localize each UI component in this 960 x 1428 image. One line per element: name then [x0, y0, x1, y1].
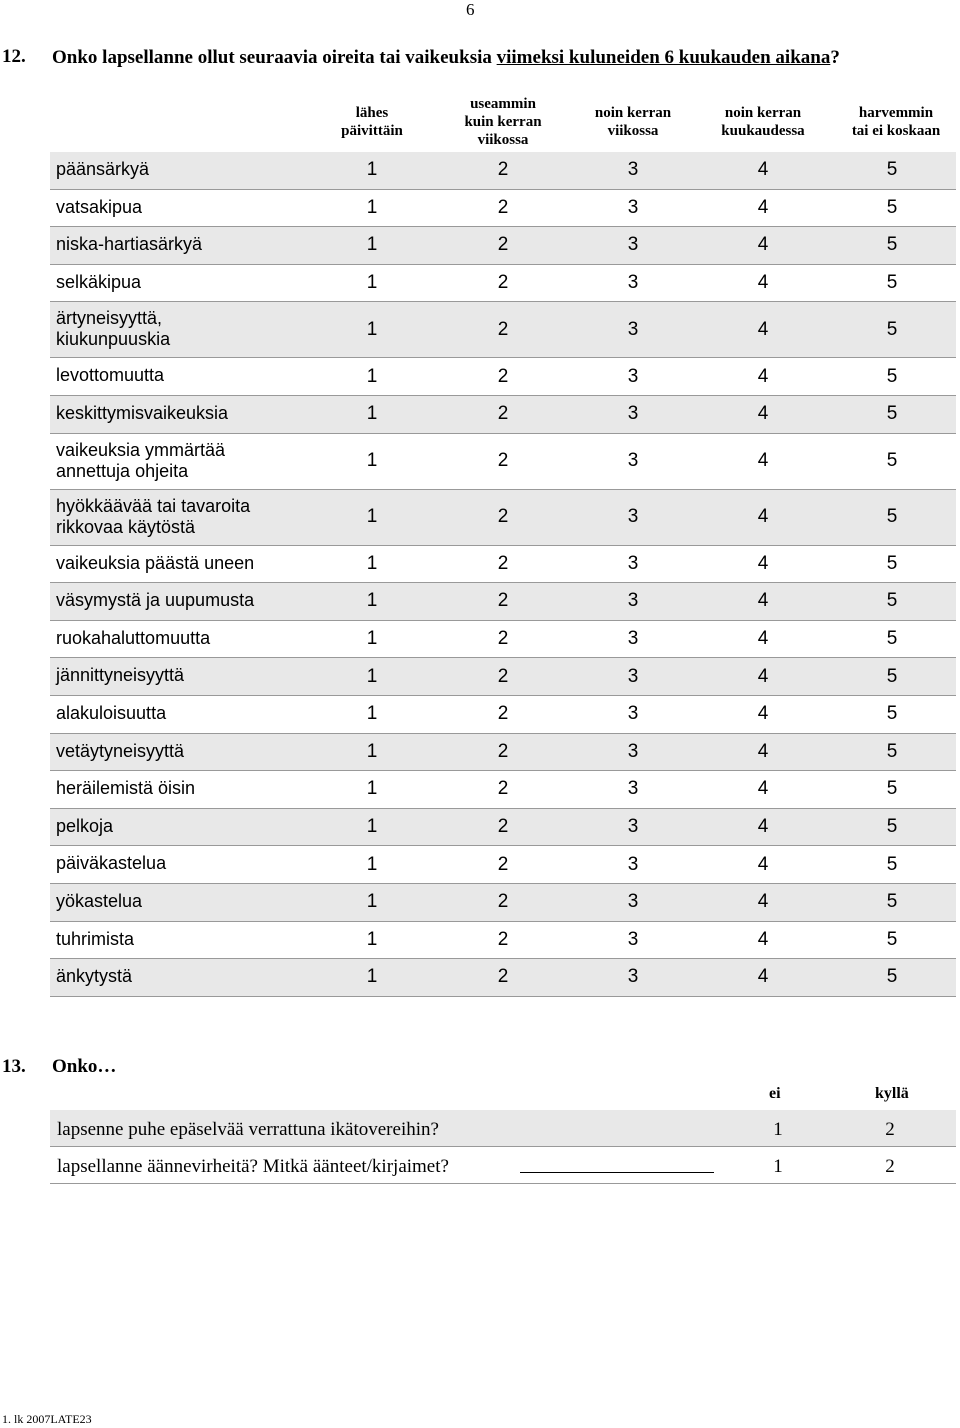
column-header-line: kuukaudessa	[721, 123, 805, 139]
symptom-row	[50, 152, 956, 190]
symptom-row	[50, 621, 956, 659]
column-header-ei: ei	[769, 1085, 781, 1102]
symptom-row	[50, 546, 956, 584]
question-13-title: Onko…	[52, 1056, 117, 1077]
symptom-label	[56, 853, 166, 874]
scale-option[interactable]: 5	[886, 703, 898, 725]
question-13-number: 13.	[2, 1056, 26, 1077]
scale-option[interactable]: 2	[497, 552, 509, 574]
scale-option[interactable]: 4	[757, 590, 769, 612]
scale-option[interactable]: 2	[497, 318, 509, 340]
scale-option[interactable]: 2	[497, 365, 509, 387]
column-header-line: kuin kerran	[464, 114, 542, 130]
question-13-table	[50, 1110, 956, 1184]
scale-option[interactable]: 5	[886, 365, 898, 387]
column-header	[563, 104, 703, 140]
scale-option[interactable]: 5	[886, 196, 898, 218]
question-text-main: Onko lapsellanne ollut seuraavia oireita tai vaikeuksia	[52, 47, 497, 68]
scale-option[interactable]: 1	[366, 966, 378, 988]
scale-option[interactable]: 3	[627, 703, 639, 725]
scale-option[interactable]: 1	[366, 318, 378, 340]
column-header	[693, 104, 833, 140]
scale-option[interactable]: 3	[627, 196, 639, 218]
symptom-label	[56, 496, 250, 538]
scale-option[interactable]: 5	[886, 506, 898, 528]
scale-option[interactable]: 1	[366, 552, 378, 574]
scale-option[interactable]: 4	[757, 928, 769, 950]
scale-option[interactable]: 2	[497, 665, 509, 687]
question-text	[52, 46, 912, 70]
scale-option[interactable]: 5	[886, 590, 898, 612]
symptom-row	[50, 922, 956, 960]
symptom-label-line: vaikeuksia päästä uneen	[56, 552, 255, 573]
answer-blank-line[interactable]	[520, 1172, 714, 1173]
symptom-label	[56, 365, 164, 386]
symptom-row	[50, 396, 956, 434]
symptom-row	[50, 771, 956, 809]
scale-option[interactable]: 3	[627, 891, 639, 913]
symptom-label	[56, 159, 149, 180]
scale-option[interactable]: 2	[497, 966, 509, 988]
scale-option[interactable]: 3	[627, 365, 639, 387]
symptom-label-line: pelkoja	[56, 815, 114, 836]
scale-option[interactable]: 3	[627, 816, 639, 838]
scale-option[interactable]: 5	[886, 628, 898, 650]
question-13-row	[50, 1110, 956, 1147]
scale-option[interactable]: 1	[366, 628, 378, 650]
scale-option[interactable]: 2	[497, 272, 509, 294]
scale-option[interactable]: 3	[627, 159, 639, 181]
symptom-label-line: yökastelua	[56, 890, 143, 911]
scale-option[interactable]: 4	[757, 318, 769, 340]
scale-option[interactable]: 5	[886, 318, 898, 340]
scale-option[interactable]: 4	[757, 450, 769, 472]
scale-option[interactable]: 3	[627, 778, 639, 800]
question-13-row	[50, 1147, 956, 1184]
symptom-label	[56, 929, 134, 950]
scale-option[interactable]: 3	[627, 403, 639, 425]
scale-option[interactable]: 5	[886, 928, 898, 950]
scale-option[interactable]: 4	[757, 966, 769, 988]
scale-option[interactable]: 5	[886, 272, 898, 294]
scale-option[interactable]: 4	[757, 403, 769, 425]
scale-option[interactable]: 2	[497, 628, 509, 650]
symptom-label-line: vaikeuksia ymmärtää	[56, 439, 226, 460]
column-header	[433, 95, 573, 149]
column-header-line: lähes	[355, 105, 389, 121]
scale-option[interactable]: 2	[497, 778, 509, 800]
scale-option[interactable]: 5	[886, 552, 898, 574]
symptom-label	[56, 403, 228, 424]
symptom-label-line: änkytystä	[56, 966, 133, 987]
scale-option[interactable]: 3	[627, 318, 639, 340]
answer-option[interactable]: 2	[885, 1156, 895, 1177]
symptom-label-line: alakuloisuutta	[56, 702, 167, 723]
symptom-row	[50, 358, 956, 396]
scale-option[interactable]: 5	[886, 450, 898, 472]
scale-option[interactable]: 2	[497, 740, 509, 762]
symptom-label-line: selkäkipua	[56, 271, 142, 292]
scale-option[interactable]: 3	[627, 853, 639, 875]
column-header-line: useammin	[470, 96, 536, 112]
scale-option[interactable]: 4	[757, 196, 769, 218]
symptom-label	[56, 778, 195, 799]
symptom-label-line: ärtyneisyyttä,	[56, 308, 163, 329]
symptom-row	[50, 227, 956, 265]
symptom-row	[50, 884, 956, 922]
symptom-label-line: päiväkastelua	[56, 853, 167, 874]
scale-option[interactable]: 1	[366, 403, 378, 425]
symptom-row	[50, 734, 956, 772]
symptom-row	[50, 959, 956, 997]
scale-option[interactable]: 4	[757, 365, 769, 387]
symptom-label	[56, 197, 142, 218]
scale-option[interactable]: 2	[497, 853, 509, 875]
scale-option[interactable]: 5	[886, 966, 898, 988]
scale-option[interactable]: 1	[366, 506, 378, 528]
symptom-label	[56, 553, 254, 574]
question-13-label: lapsenne puhe epäselvää verrattuna ikätovereihin?	[57, 1119, 439, 1140]
scale-option[interactable]: 3	[627, 552, 639, 574]
scale-option[interactable]: 3	[627, 234, 639, 256]
scale-option[interactable]: 1	[366, 891, 378, 913]
answer-option[interactable]: 2	[885, 1119, 895, 1140]
scale-option[interactable]: 4	[757, 853, 769, 875]
scale-option[interactable]: 1	[366, 450, 378, 472]
column-header-line: viikossa	[607, 123, 659, 139]
symptom-row	[50, 846, 956, 884]
scale-option[interactable]: 3	[627, 665, 639, 687]
column-header-line: noin kerran	[594, 105, 672, 121]
symptom-row	[50, 583, 956, 621]
symptom-label-line: vetäytyneisyyttä	[56, 740, 185, 761]
symptom-label	[56, 891, 142, 912]
column-header-line: harvemmin	[858, 105, 934, 121]
symptom-label	[56, 816, 113, 837]
scale-option[interactable]: 2	[497, 159, 509, 181]
column-header	[302, 104, 442, 140]
scale-option[interactable]: 1	[366, 853, 378, 875]
scale-option[interactable]: 2	[497, 450, 509, 472]
column-header-line: tai ei koskaan	[851, 123, 941, 139]
scale-option[interactable]: 3	[627, 590, 639, 612]
scale-option[interactable]: 5	[886, 159, 898, 181]
scale-option[interactable]: 1	[366, 590, 378, 612]
symptom-label	[56, 628, 210, 649]
symptom-label-line: päänsärkyä	[56, 159, 150, 179]
symptom-label-line: annettuja ohjeita	[56, 460, 189, 481]
scale-option[interactable]: 4	[757, 272, 769, 294]
scale-option[interactable]: 2	[497, 403, 509, 425]
scale-option[interactable]: 2	[497, 891, 509, 913]
scale-option[interactable]: 3	[627, 628, 639, 650]
symptom-row	[50, 490, 956, 546]
question-text-end: ?	[830, 47, 840, 68]
scale-option[interactable]: 5	[886, 891, 898, 913]
scale-option[interactable]: 1	[366, 740, 378, 762]
scale-option[interactable]: 4	[757, 506, 769, 528]
scale-option[interactable]: 1	[366, 928, 378, 950]
column-header-line: noin kerran	[724, 105, 802, 121]
question-13-label: lapsellanne äännevirheitä? Mitkä äänteet/kirjaimet?	[57, 1156, 449, 1177]
scale-option[interactable]: 1	[366, 272, 378, 294]
symptom-row	[50, 696, 956, 734]
symptom-label	[56, 703, 166, 724]
symptom-label-line: niska-hartiasärkyä	[56, 234, 203, 255]
scale-option[interactable]: 1	[366, 816, 378, 838]
scale-option[interactable]: 3	[627, 928, 639, 950]
answer-option[interactable]: 1	[773, 1119, 783, 1140]
scale-option[interactable]: 4	[757, 552, 769, 574]
scale-option[interactable]: 4	[757, 665, 769, 687]
symptom-label-line: keskittymisvaikeuksia	[56, 402, 229, 423]
scale-option[interactable]: 5	[886, 853, 898, 875]
scale-option[interactable]: 2	[497, 928, 509, 950]
scale-option[interactable]: 5	[886, 778, 898, 800]
scale-option[interactable]: 2	[497, 590, 509, 612]
symptom-label	[56, 234, 202, 255]
scale-option[interactable]: 4	[757, 159, 769, 181]
symptom-label-line: levottomuutta	[56, 365, 165, 386]
scale-option[interactable]: 5	[886, 816, 898, 838]
scale-option[interactable]: 2	[497, 196, 509, 218]
footer-code: 1. lk 2007LATE23	[2, 1412, 92, 1426]
scale-option[interactable]: 2	[497, 234, 509, 256]
symptom-label	[56, 308, 170, 350]
symptom-label-line: tuhrimista	[56, 928, 135, 949]
scale-option[interactable]: 2	[497, 703, 509, 725]
symptom-label-line: hyökkäävää tai tavaroita	[56, 495, 251, 516]
symptom-label	[56, 966, 132, 987]
scale-option[interactable]: 5	[886, 234, 898, 256]
scale-option[interactable]: 4	[757, 740, 769, 762]
scale-option[interactable]: 1	[366, 665, 378, 687]
scale-option[interactable]: 1	[366, 196, 378, 218]
scale-option[interactable]: 3	[627, 966, 639, 988]
symptom-label	[56, 741, 184, 762]
symptom-row	[50, 434, 956, 490]
scale-option[interactable]: 4	[757, 703, 769, 725]
page-number: 6	[466, 0, 475, 19]
question-text-underlined: viimeksi kuluneiden 6 kuukauden aikana	[496, 47, 831, 68]
scale-option[interactable]: 5	[886, 403, 898, 425]
scale-option[interactable]: 1	[366, 234, 378, 256]
scale-option[interactable]: 3	[627, 506, 639, 528]
symptom-row	[50, 809, 956, 847]
scale-option[interactable]: 5	[886, 665, 898, 687]
scale-option[interactable]: 4	[757, 891, 769, 913]
symptom-label	[56, 272, 141, 293]
symptom-label-line: heräilemistä öisin	[56, 778, 196, 799]
scale-option[interactable]: 2	[497, 816, 509, 838]
scale-option[interactable]: 1	[366, 365, 378, 387]
symptom-label	[56, 590, 254, 611]
scale-option[interactable]: 4	[757, 778, 769, 800]
scale-option[interactable]: 5	[886, 740, 898, 762]
answer-option[interactable]: 1	[773, 1156, 783, 1177]
symptom-table	[50, 152, 956, 997]
symptom-row	[50, 302, 956, 358]
symptom-label-line: jännittyneisyyttä	[56, 665, 185, 686]
symptom-row	[50, 190, 956, 228]
scale-option[interactable]: 4	[757, 234, 769, 256]
symptom-label-line: rikkovaa käytöstä	[56, 516, 196, 537]
column-header-kylla: kyllä	[875, 1085, 909, 1102]
symptom-label	[56, 665, 184, 686]
symptom-label-line: kiukunpuuskia	[56, 329, 171, 350]
scale-option[interactable]: 1	[366, 159, 378, 181]
scale-option[interactable]: 3	[627, 272, 639, 294]
column-header-line: päivittäin	[341, 123, 403, 139]
symptom-label-line: ruokahaluttomuutta	[56, 627, 211, 648]
scale-option[interactable]: 1	[366, 778, 378, 800]
scale-option[interactable]: 4	[757, 628, 769, 650]
symptom-label-line: väsymystä ja uupumusta	[56, 590, 255, 611]
scale-option[interactable]: 2	[497, 506, 509, 528]
question-number: 12.	[2, 46, 26, 67]
symptom-label	[56, 440, 225, 482]
symptom-row	[50, 265, 956, 303]
symptom-row	[50, 658, 956, 696]
column-header	[826, 104, 960, 140]
scale-option[interactable]: 3	[627, 450, 639, 472]
scale-option[interactable]: 3	[627, 740, 639, 762]
scale-option[interactable]: 1	[366, 703, 378, 725]
symptom-label-line: vatsakipua	[56, 196, 143, 217]
column-header-line: viikossa	[477, 132, 529, 148]
scale-option[interactable]: 4	[757, 816, 769, 838]
